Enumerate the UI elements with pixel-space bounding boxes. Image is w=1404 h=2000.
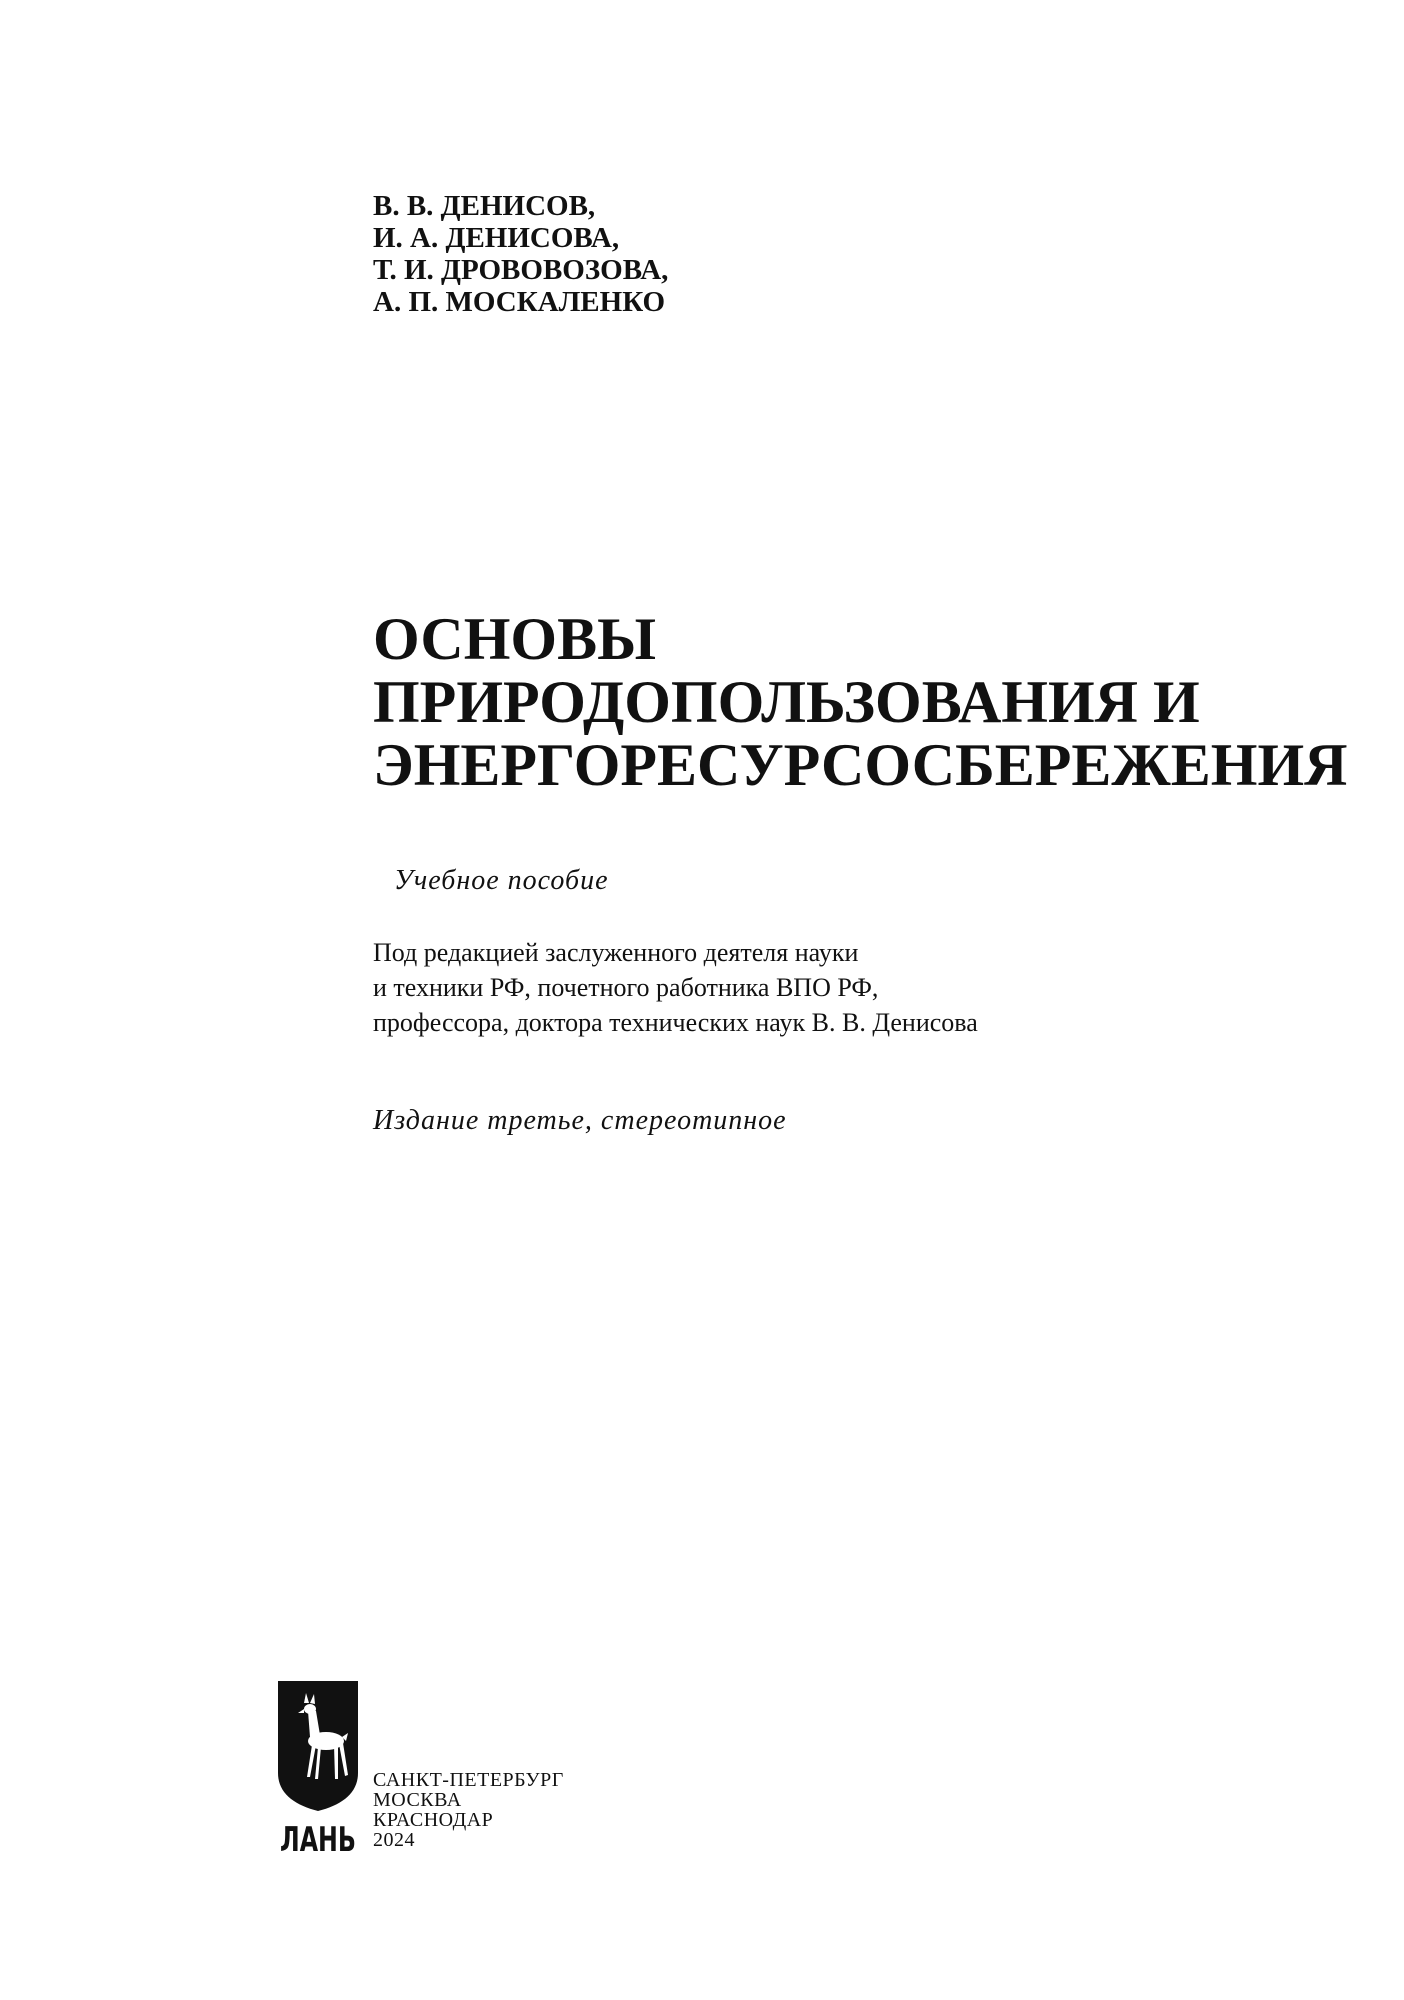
publication-year: 2024 [373, 1829, 415, 1851]
title-line: ПРИРОДОПОЛЬЗОВАНИЯ И [373, 669, 1200, 735]
editor-line: и техники РФ, почетного работника ВПО РФ, [373, 973, 879, 1002]
authors-block [373, 190, 668, 318]
book-subtitle: Учебное пособие [394, 865, 609, 896]
publisher-info [373, 1770, 564, 1850]
author-name: В. В. ДЕНИСОВ, [373, 190, 596, 222]
city-name: КРАСНОДАР [373, 1809, 494, 1831]
editor-note [373, 935, 978, 1040]
city-name: МОСКВА [373, 1789, 462, 1811]
edition-note: Издание третье, стереотипное [373, 1105, 787, 1136]
publisher-logo-icon [276, 1681, 360, 1857]
title-line: ЭНЕРГОРЕСУРСОСБЕРЕЖЕНИЯ [373, 732, 1348, 798]
author-name: А. П. МОСКАЛЕНКО [373, 286, 666, 318]
city-name: САНКТ-ПЕТЕРБУРГ [373, 1769, 564, 1791]
book-title [373, 608, 1347, 797]
publisher-logo-text: ЛАНЬ [280, 1820, 356, 1857]
editor-line: профессора, доктора технических наук В. В. Денисова [373, 1008, 978, 1037]
author-name: Т. И. ДРОВОВОЗОВА, [373, 254, 669, 286]
editor-line: Под редакцией заслуженного деятеля науки [373, 938, 859, 967]
author-name: И. А. ДЕНИСОВА, [373, 222, 620, 254]
title-line: ОСНОВЫ [373, 606, 657, 672]
